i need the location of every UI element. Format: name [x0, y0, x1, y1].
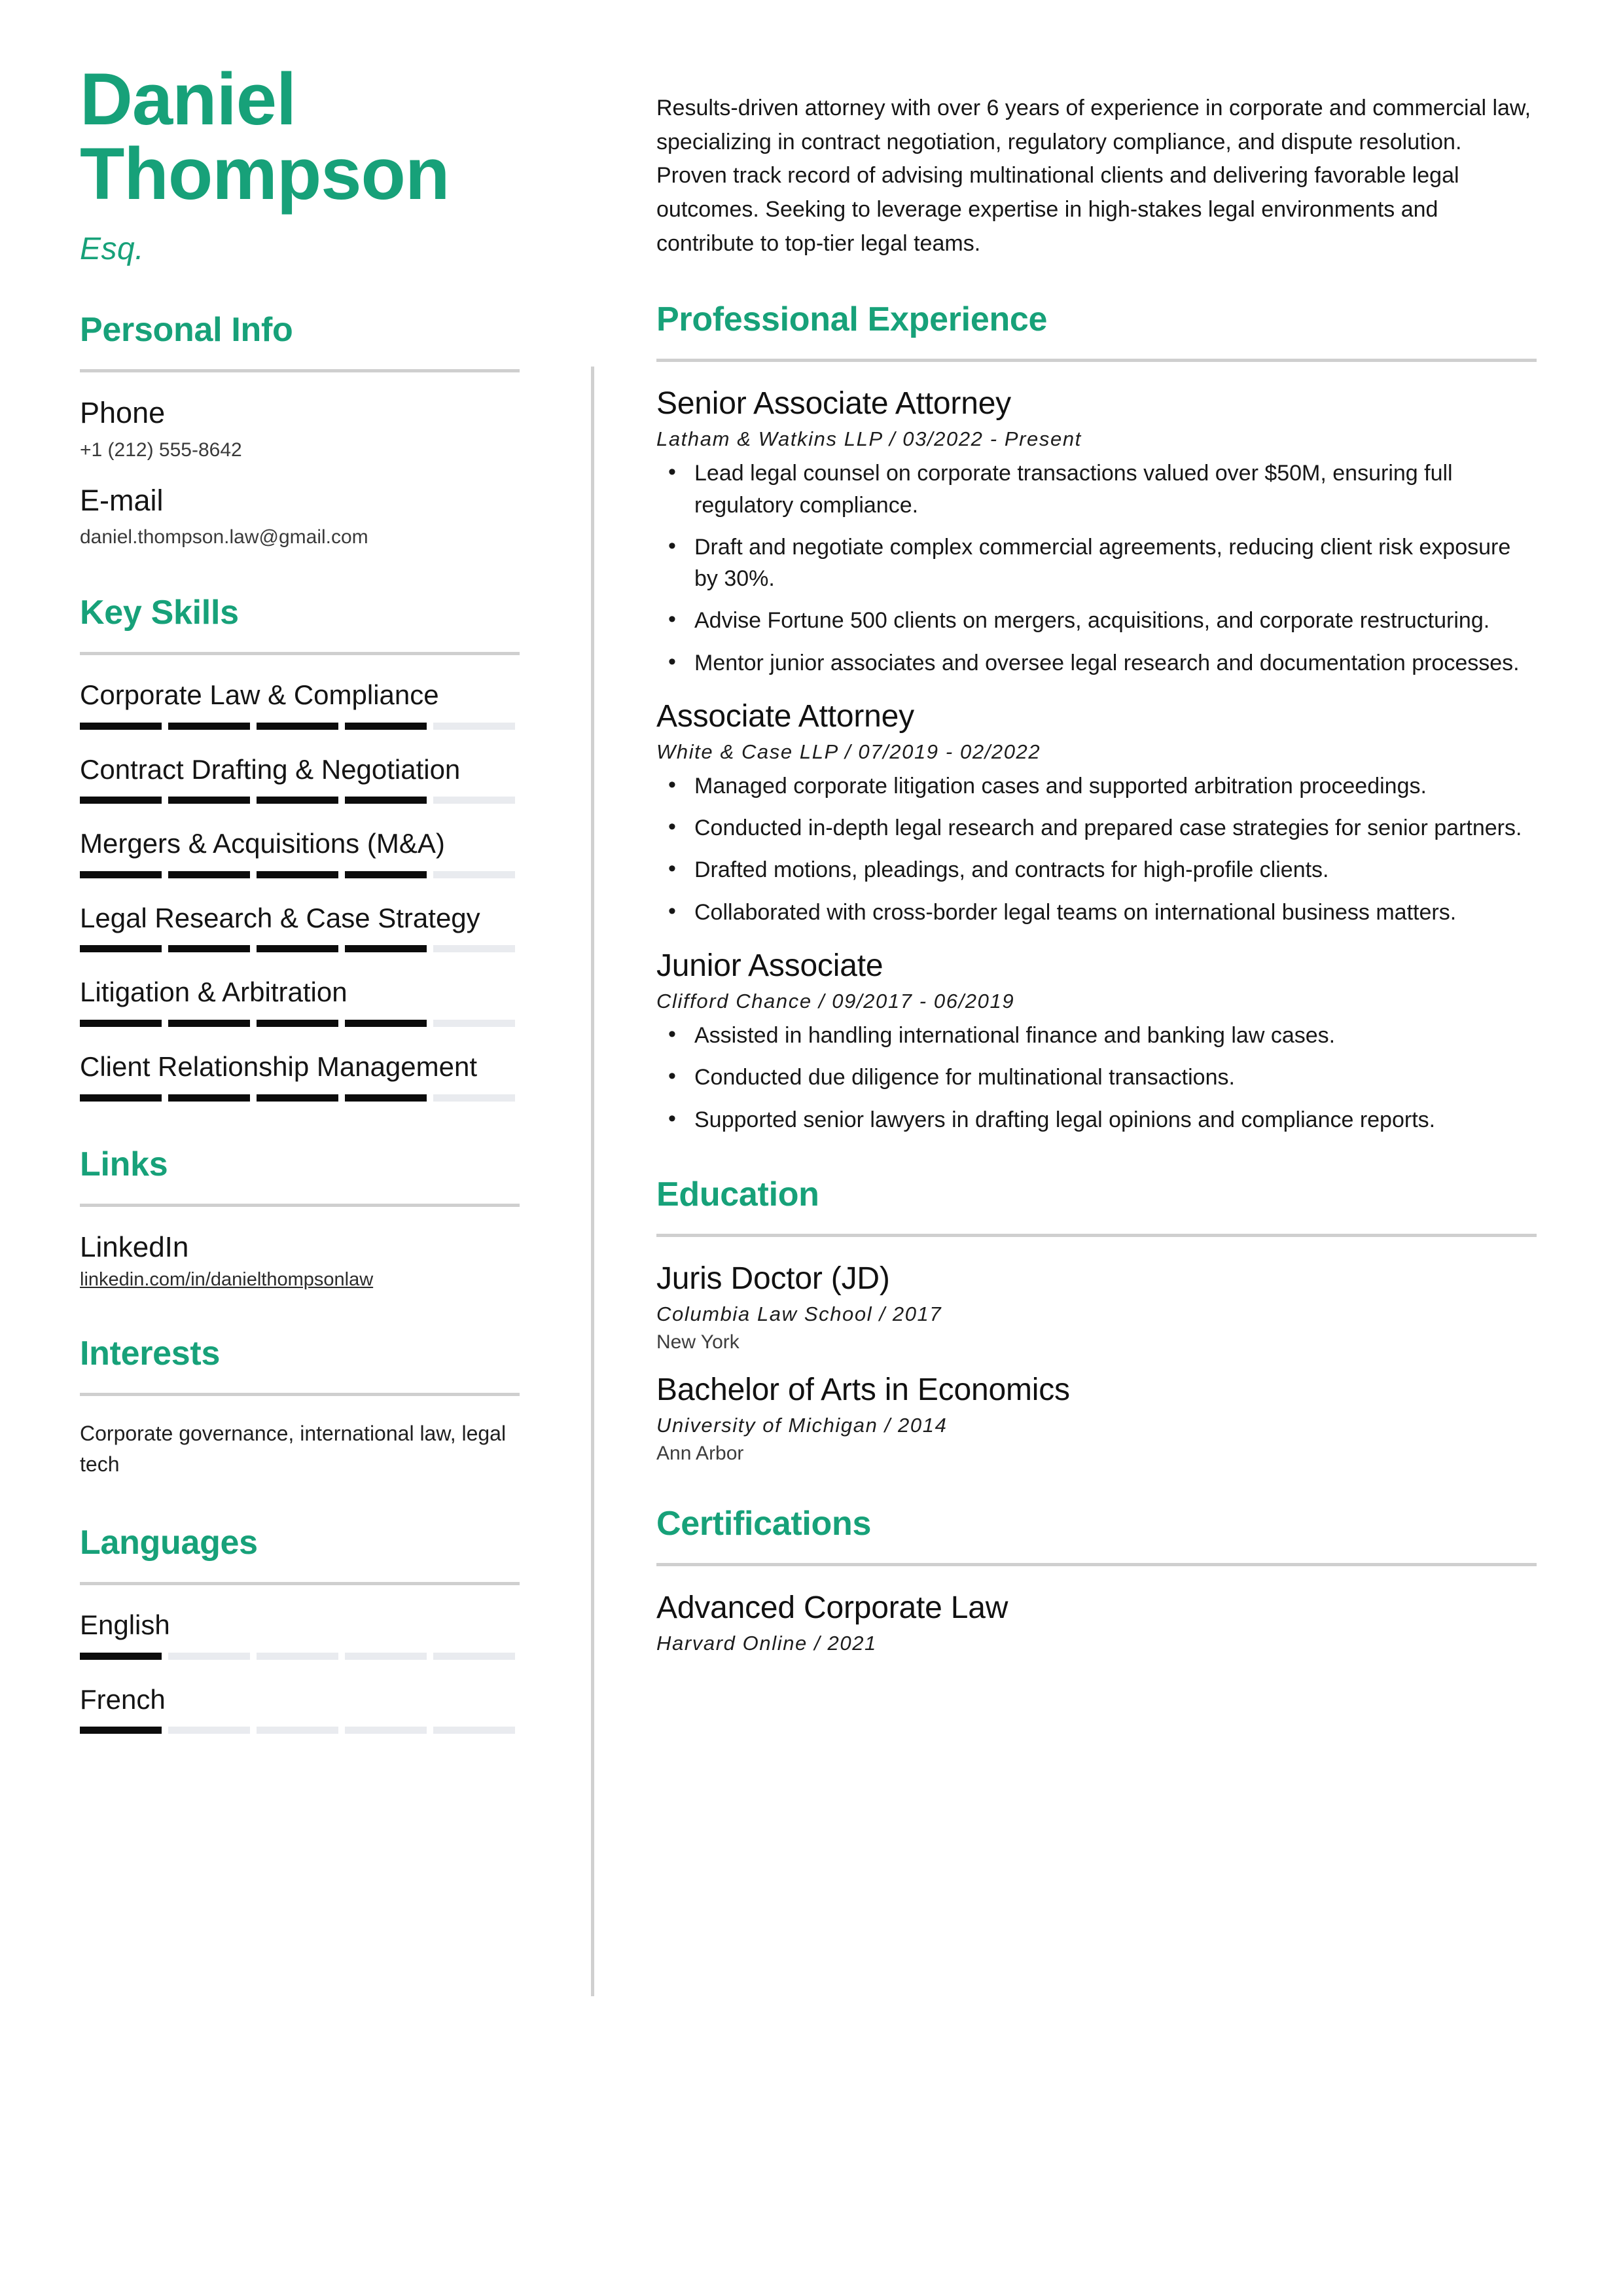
skill-item-label: Legal Research & Case Strategy — [80, 902, 480, 933]
education-item — [656, 1371, 1537, 1465]
rating-segment — [80, 1020, 162, 1027]
job-title: Senior Associate Attorney — [656, 386, 1011, 422]
contact-value-email: daniel.thompson.law@gmail.com — [80, 526, 368, 548]
link-url[interactable]: linkedin.com/in/danielthompsonlaw — [80, 1268, 374, 1290]
skill-item — [80, 901, 520, 953]
skill-item — [80, 826, 520, 878]
section-languages — [80, 1523, 520, 1734]
rating-segment — [433, 1094, 515, 1102]
skill-item — [80, 677, 520, 730]
column-divider — [591, 367, 594, 1996]
job-bullet-list — [656, 1020, 1537, 1136]
rating-segment — [168, 1727, 250, 1734]
section-interests — [80, 1334, 520, 1480]
degree-meta: Columbia Law School / 2017 — [656, 1302, 942, 1325]
skill-item-label: Corporate Law & Compliance — [80, 679, 439, 710]
rating-segment — [345, 1727, 427, 1734]
section-rule — [80, 1582, 520, 1585]
job-bullet: • Supported senior lawyers in drafting legal opinions and compliance reports. — [656, 1104, 1537, 1136]
skill-item-label: Mergers & Acquisitions (M&A) — [80, 828, 445, 859]
skill-item-rating-bar — [80, 797, 515, 804]
rating-segment — [168, 871, 250, 878]
section-links — [80, 1145, 520, 1291]
rating-segment — [433, 723, 515, 730]
rating-segment — [345, 945, 427, 952]
experience-list — [656, 384, 1537, 1135]
rating-segment — [433, 1727, 515, 1734]
skill-item — [80, 975, 520, 1027]
degree-location: Ann Arbor — [656, 1442, 744, 1464]
rating-segment — [80, 871, 162, 878]
language-item — [80, 1607, 520, 1660]
interests-text: Corporate governance, international law, legal tech — [80, 1421, 507, 1476]
job-bullet: • Assisted in handling international finance and banking law cases. — [656, 1020, 1537, 1051]
section-certifications — [656, 1504, 1537, 1655]
contact-label-phone: Phone — [80, 396, 166, 430]
job-meta: Latham & Watkins LLP / 03/2022 - Present — [656, 427, 1082, 451]
job-bullet: • Lead legal counsel on corporate transactions valued over $50M, ensuring full regulatory compliance. — [656, 457, 1537, 521]
rating-segment — [257, 1727, 338, 1734]
section-heading-interests: Interests — [80, 1334, 221, 1372]
degree-title: Bachelor of Arts in Economics — [656, 1372, 1070, 1407]
language-item-label: French — [80, 1683, 166, 1715]
section-heading-languages: Languages — [80, 1524, 258, 1562]
language-item-rating-bar — [80, 1653, 515, 1660]
rating-segment — [433, 1020, 515, 1027]
section-experience — [656, 300, 1537, 1135]
language-item-rating-bar — [80, 1727, 515, 1734]
degree-meta: University of Michigan / 2014 — [656, 1413, 948, 1437]
job-bullet: • Advise Fortune 500 clients on mergers, acquisitions, and corporate restructuring. — [656, 605, 1537, 636]
section-key-skills — [80, 593, 520, 1102]
job-title: Junior Associate — [656, 948, 883, 984]
section-rule — [656, 1234, 1537, 1237]
rating-segment — [345, 1094, 427, 1102]
job-bullet: • Drafted motions, pleadings, and contracts for high-profile clients. — [656, 854, 1537, 886]
rating-segment — [257, 945, 338, 952]
rating-segment — [168, 797, 250, 804]
section-heading-experience: Professional Experience — [656, 300, 1048, 339]
rating-segment — [80, 723, 162, 730]
job-meta: Clifford Chance / 09/2017 - 06/2019 — [656, 990, 1015, 1013]
rating-segment — [168, 1094, 250, 1102]
education-item — [656, 1259, 1537, 1354]
rating-segment — [257, 797, 338, 804]
rating-segment — [257, 723, 338, 730]
rating-segment — [433, 1653, 515, 1660]
job-bullet: • Conducted in-depth legal research and prepared case strategies for senior partners. — [656, 812, 1537, 844]
education-list — [656, 1259, 1537, 1465]
rating-segment — [433, 945, 515, 952]
job-bullet: • Mentor junior associates and oversee legal research and documentation processes. — [656, 647, 1537, 679]
job-title: Associate Attorney — [656, 698, 914, 734]
skill-item-rating-bar — [80, 945, 515, 952]
skill-item-label: Client Relationship Management — [80, 1050, 478, 1082]
language-item — [80, 1682, 520, 1734]
rating-segment — [168, 945, 250, 952]
rating-segment — [345, 797, 427, 804]
skill-item-rating-bar — [80, 1094, 515, 1102]
section-heading-certifications: Certifications — [656, 1504, 872, 1543]
skill-item — [80, 752, 520, 804]
rating-segment — [345, 871, 427, 878]
main-content — [656, 0, 1537, 1662]
rating-segment — [345, 1653, 427, 1660]
experience-item — [656, 384, 1537, 679]
sidebar — [80, 0, 520, 1756]
last-name: Thompson — [80, 133, 450, 215]
skill-item — [80, 1049, 520, 1102]
job-meta: White & Case LLP / 07/2019 - 02/2022 — [656, 740, 1041, 763]
experience-item — [656, 697, 1537, 928]
languages-list — [80, 1607, 520, 1734]
rating-segment — [80, 945, 162, 952]
link-label: LinkedIn — [80, 1230, 189, 1263]
skill-item-label: Contract Drafting & Negotiation — [80, 753, 461, 785]
section-rule — [656, 359, 1537, 362]
section-rule — [80, 1204, 520, 1207]
rating-segment — [345, 1020, 427, 1027]
job-bullet-list — [656, 770, 1537, 928]
certification-title: Advanced Corporate Law — [656, 1590, 1008, 1625]
section-personal-info — [80, 310, 520, 550]
skill-item-rating-bar — [80, 871, 515, 878]
experience-item — [656, 946, 1537, 1136]
job-bullet: • Managed corporate litigation cases and supported arbitration proceedings. — [656, 770, 1537, 802]
professional-summary: Results-driven attorney with over 6 years of experience in corporate and commercial law, specializing in contract negotiation, regulatory compliance, and dispute resolution. Proven track record of advising multinational clients and delivering favorable legal outcomes. Seeking to leverage expertise in high-stakes legal environments and contribute to top-tier legal teams. — [656, 96, 1531, 256]
skill-item-label: Litigation & Arbitration — [80, 977, 348, 1008]
section-rule — [80, 369, 520, 372]
contact-value-phone: +1 (212) 555-8642 — [80, 439, 242, 461]
skill-item-rating-bar — [80, 1020, 515, 1027]
contact-field-phone — [80, 395, 520, 462]
section-rule — [656, 1563, 1537, 1566]
rating-segment — [80, 797, 162, 804]
rating-segment — [345, 723, 427, 730]
job-bullet: • Collaborated with cross-border legal teams on international business matters. — [656, 897, 1537, 928]
rating-segment — [168, 1020, 250, 1027]
first-name: Daniel — [80, 58, 296, 140]
candidate-subtitle: Esq. — [80, 232, 145, 267]
skill-item-rating-bar — [80, 723, 515, 730]
degree-title: Juris Doctor (JD) — [656, 1261, 890, 1296]
skills-list — [80, 677, 520, 1102]
rating-segment — [257, 1094, 338, 1102]
section-rule — [80, 1393, 520, 1396]
section-heading-education: Education — [656, 1175, 819, 1213]
rating-segment — [257, 1653, 338, 1660]
job-bullet: • Conducted due diligence for multinational transactions. — [656, 1062, 1537, 1093]
contact-field-email — [80, 482, 520, 550]
rating-segment — [168, 1653, 250, 1660]
section-rule — [80, 652, 520, 655]
job-bullet-list — [656, 457, 1537, 679]
language-item-label: English — [80, 1609, 170, 1641]
rating-segment — [80, 1094, 162, 1102]
certifications-list — [656, 1588, 1537, 1655]
section-heading-links: Links — [80, 1145, 168, 1183]
rating-segment — [80, 1653, 162, 1660]
job-bullet: • Draft and negotiate complex commercial agreements, reducing client risk exposure by 30%. — [656, 531, 1537, 595]
section-education — [656, 1175, 1537, 1465]
rating-segment — [257, 1020, 338, 1027]
degree-location: New York — [656, 1331, 740, 1353]
rating-segment — [168, 723, 250, 730]
section-heading-key-skills: Key Skills — [80, 593, 239, 632]
contact-label-email: E-mail — [80, 483, 164, 517]
certification-meta: Harvard Online / 2021 — [656, 1631, 877, 1655]
rating-segment — [433, 871, 515, 878]
rating-segment — [433, 797, 515, 804]
section-heading-personal-info: Personal Info — [80, 311, 293, 350]
certification-item — [656, 1588, 1537, 1655]
rating-segment — [257, 871, 338, 878]
candidate-name — [80, 58, 520, 215]
link-item-linkedin[interactable] — [80, 1229, 520, 1291]
rating-segment — [80, 1727, 162, 1734]
